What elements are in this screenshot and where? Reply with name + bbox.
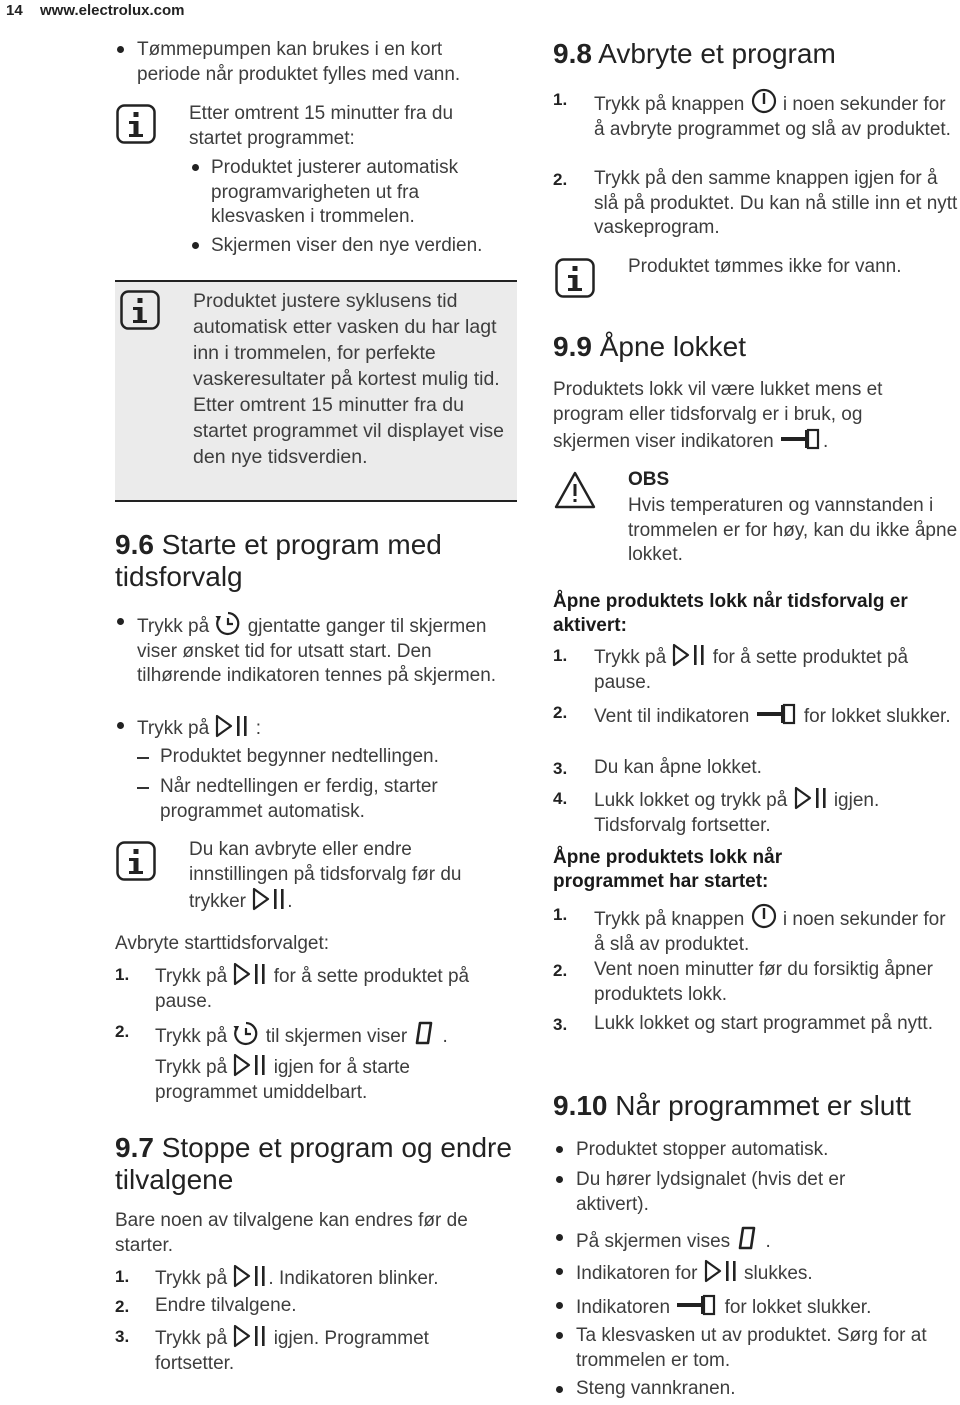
info-text: Produktet tømmes ikke for vann.: [628, 256, 902, 277]
bullet-text: Steng vannkranen.: [576, 1378, 736, 1399]
step-number: 3.: [115, 1327, 130, 1346]
text-fragment: Produktets lokk vil være lukket mens et program eller tidsforvalg er i bruk, og skjermen viser indikatoren: [553, 379, 883, 452]
website-link[interactable]: www.electrolux.com: [40, 2, 185, 19]
bullet-text: [576, 1225, 946, 1255]
text-fragment: for lokket slukker.: [724, 1297, 872, 1318]
delay-start-icon: [232, 1020, 260, 1046]
section-heading-9-8: [553, 38, 953, 70]
power-icon: [750, 88, 778, 114]
dash-item-text: Når nedtellingen er ferdig, starter programmet automatisk.: [160, 776, 438, 822]
info-icon: [555, 258, 595, 298]
zero-display-icon: [412, 1020, 442, 1046]
bullet-text: Du hører lydsignalet (hvis det er aktivert).: [576, 1169, 846, 1215]
text-fragment: . Indikatoren blinker.: [268, 1268, 439, 1289]
info-bullet-text: Produktet justerer automatisk programvarigheten ut fra klesvasken i trommelen.: [211, 157, 459, 227]
step-text: [155, 1324, 505, 1376]
bullet-dot: [556, 1176, 563, 1183]
text-fragment: Indikatoren: [576, 1297, 671, 1318]
bullet-text: [576, 1259, 946, 1287]
step-number: 1.: [553, 646, 568, 665]
step-number: 3.: [553, 1015, 568, 1034]
bullet-dot: [556, 1234, 563, 1241]
bullet-dot: [556, 1386, 563, 1393]
text-fragment: Trykk på: [155, 1268, 228, 1289]
text-fragment: igjen. Programmet fortsetter.: [155, 1328, 429, 1374]
dash-marker: [137, 787, 149, 789]
bullet-dot: [192, 164, 199, 171]
text-fragment: Trykk på: [155, 966, 228, 987]
bullet-dot: [556, 1146, 563, 1153]
step-text: [594, 903, 960, 957]
lid-lock-icon: [675, 1293, 719, 1317]
warning-text: Hvis temperaturen og vannstanden i trommelen er for høy, kan du ikke åpne lokket.: [628, 495, 958, 565]
lid-lock-icon: [755, 702, 799, 726]
info-icon: [116, 104, 156, 144]
dash-item-text: Produktet begynner nedtellingen.: [160, 746, 439, 767]
bullet-text: Ta klesvasken ut av produktet. Sørg for at trommelen er tom.: [576, 1325, 927, 1371]
text-fragment: .: [765, 1231, 771, 1252]
bullet-dot: [556, 1268, 563, 1275]
text-fragment: Trykk på: [155, 1057, 228, 1078]
section-title: Åpne lokket: [599, 331, 747, 362]
step-text: [155, 1264, 515, 1292]
start-pause-icon: [214, 714, 250, 738]
text-fragment: Trykk på: [137, 616, 210, 637]
step-number: 4.: [553, 789, 568, 808]
step-number: 1.: [553, 90, 568, 109]
bullet-dot: [192, 242, 199, 249]
text-fragment: :: [255, 718, 261, 739]
text-fragment: for å sette produktet på pause.: [594, 647, 909, 693]
text-fragment: Du kan avbryte eller endre innstillingen på tidsforvalg før du trykker: [189, 839, 462, 912]
text-fragment: for å sette produktet på pause.: [155, 966, 470, 1012]
text-fragment: Trykk på: [155, 1328, 228, 1349]
start-pause-icon: [232, 1053, 268, 1077]
bullet-dot: [117, 722, 124, 729]
step-text: [155, 962, 515, 1014]
text-fragment: gjentatte ganger til skjermen viser ønsket tid for utsatt start. Den tilhørende indikatoren tennes på skjermen.: [137, 616, 497, 686]
lid-lock-icon: [779, 427, 823, 451]
step-number: 3.: [553, 759, 568, 778]
bullet-text: Produktet stopper automatisk.: [576, 1139, 829, 1160]
step-text: Lukk lokket og start programmet på nytt.: [594, 1013, 933, 1034]
step-text: [594, 88, 960, 142]
bullet-dot: [117, 618, 124, 625]
text-fragment: for lokket slukker.: [803, 706, 951, 727]
step-number: 1.: [115, 1267, 130, 1286]
text-fragment: i noen sekunder for å slå av produktet.: [594, 909, 946, 955]
step-number: 2.: [115, 1297, 130, 1316]
text-fragment: .: [442, 1026, 448, 1047]
zero-display-icon: [735, 1225, 765, 1251]
section-heading-9-9: [553, 331, 953, 363]
text-fragment: Trykk på knappen: [594, 94, 745, 115]
text-fragment: til skjermen viser: [265, 1026, 408, 1047]
info-icon: [116, 841, 156, 881]
text-fragment: igjen. Tidsforvalg fortsetter.: [594, 790, 880, 836]
step-text: Vent noen minutter før du forsiktig åpner produktets lokk.: [594, 959, 934, 1005]
section-heading-9-10: [553, 1090, 953, 1122]
start-pause-icon: [793, 786, 829, 810]
step-text: Endre tilvalgene.: [155, 1295, 297, 1316]
info-bullet-text: Skjermen viser den nye verdien.: [211, 235, 483, 256]
text-fragment: Lukk lokket og trykk på: [594, 790, 788, 811]
start-pause-icon: [232, 1324, 268, 1348]
start-pause-icon: [232, 962, 268, 986]
bullet-pump-text: Tømmepumpen kan brukes i en kort periode når produktet fylles med vann.: [137, 39, 461, 85]
section-title: Avbryte et program: [598, 38, 836, 69]
section-heading-9-7: [115, 1132, 525, 1196]
start-pause-icon: [251, 887, 287, 911]
step-number: 2.: [553, 703, 568, 722]
step-number: 2.: [553, 170, 568, 189]
step-text: Du kan åpne lokket.: [594, 757, 762, 778]
text-fragment: igjen for å starte programmet umiddelbart.: [155, 1057, 410, 1103]
section-heading-9-6: [115, 529, 515, 593]
bullet-text: [576, 1293, 946, 1321]
text-fragment: Trykk på knappen: [594, 909, 745, 930]
section-intro-text: Bare noen av tilvalgene kan endres før de starter.: [115, 1210, 468, 1256]
text-fragment: i noen sekunder for å avbryte programmet og slå av produktet.: [594, 94, 951, 140]
step-number: 1.: [553, 905, 568, 924]
text-fragment: slukkes.: [744, 1263, 813, 1284]
page-header: [0, 0, 960, 24]
section-number: 9.6: [115, 529, 154, 560]
step-text: [155, 1020, 515, 1050]
step-text: [594, 702, 954, 730]
info-text: [189, 838, 514, 915]
step-text: Trykk på den samme knappen igjen for å slå på produktet. Du kan nå stille inn et nytt vaskeprogram.: [594, 168, 958, 238]
info-intro-text: Etter omtrent 15 minutter fra du startet programmet:: [189, 103, 454, 149]
power-icon: [750, 903, 778, 929]
bullet-dot: [117, 46, 124, 53]
section-title: Stoppe et program og endre tilvalgene: [115, 1132, 512, 1195]
text-fragment: Trykk på: [137, 718, 210, 739]
section-number: 9.8: [553, 38, 592, 69]
section-title: Starte et program med tidsforvalg: [115, 529, 442, 592]
instruction-text: [137, 610, 507, 689]
instruction-text: [137, 714, 507, 742]
page-number: 14: [6, 2, 23, 19]
subsection-heading: Åpne produktets lokk når programmet har startet:: [553, 847, 783, 892]
text-fragment: Vent til indikatoren: [594, 706, 750, 727]
section-intro-text: [553, 378, 943, 455]
step-number: 2.: [553, 961, 568, 980]
text-fragment: Indikatoren for: [576, 1263, 698, 1284]
step-text: [155, 1053, 495, 1105]
step-number: 2.: [115, 1022, 130, 1041]
text-fragment: Trykk på: [155, 1026, 228, 1047]
bullet-dot: [556, 1332, 563, 1339]
subsection-heading: Åpne produktets lokk når tidsforvalg er aktivert:: [553, 591, 908, 636]
start-pause-icon: [232, 1264, 268, 1288]
section-number: 9.7: [115, 1132, 154, 1163]
note-box-text: Produktet justere syklusens tid automatisk etter vasken du har lagt inn i trommelen, for perfekte vaskeresultater på kortest mulig tid. Etter omtrent 15 minutter fra du startet programmet vil displayet vise den nye tidsverdien.: [193, 290, 505, 468]
text-fragment: Trykk på: [594, 647, 667, 668]
dash-marker: [137, 757, 149, 759]
step-text: [594, 786, 934, 838]
text-fragment: .: [287, 891, 293, 912]
delay-start-icon: [214, 610, 242, 636]
text-fragment: På skjermen vises: [576, 1231, 731, 1252]
text-fragment: .: [822, 431, 829, 452]
info-icon: [120, 290, 160, 330]
section-number: 9.9: [553, 331, 592, 362]
step-text: [594, 643, 954, 695]
subheading-text: Avbryte starttidsforvalget:: [115, 933, 330, 954]
step-number: 1.: [115, 965, 130, 984]
bullet-dot: [556, 1302, 563, 1309]
start-pause-icon: [703, 1259, 739, 1283]
section-number: 9.10: [553, 1090, 608, 1121]
warning-title: OBS: [628, 469, 670, 490]
start-pause-icon: [671, 643, 707, 667]
warning-icon: [553, 470, 597, 510]
section-title: Når programmet er slutt: [615, 1090, 911, 1121]
